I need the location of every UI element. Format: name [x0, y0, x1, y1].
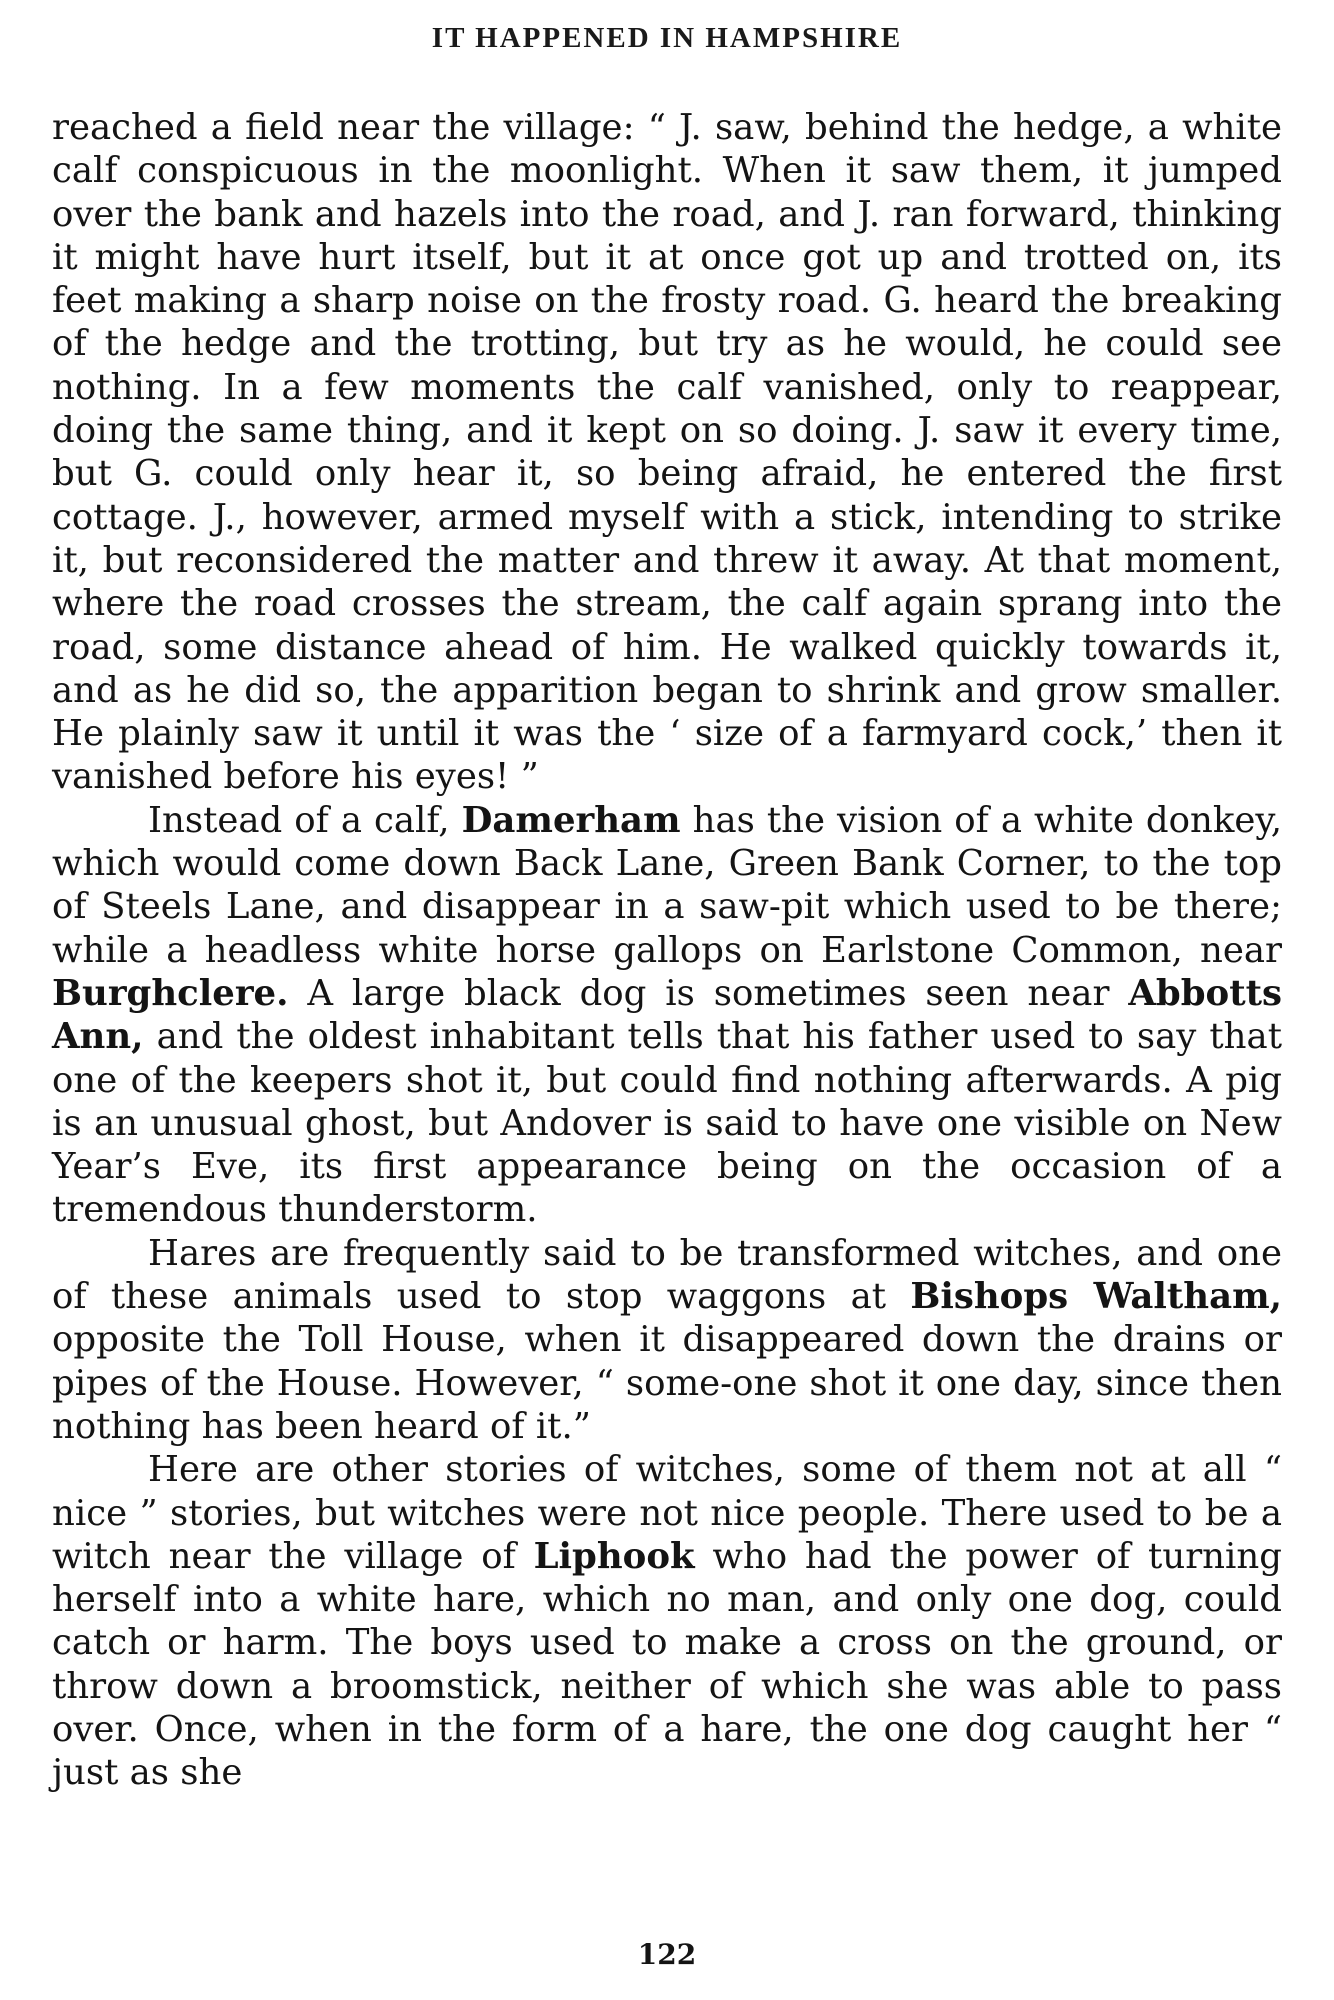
paragraph-4 — [52, 1448, 1282, 1794]
text-run: Instead of a calf, — [148, 799, 450, 841]
place-name-bishops-waltham: Bishops Waltham, — [910, 1276, 1282, 1318]
page-number: 122 — [637, 1938, 697, 1971]
place-name-damerham: Damerham — [461, 799, 681, 841]
paragraph-3 — [52, 1232, 1282, 1448]
text-run: who had the power of turning herself into a white hare, which no man, and only one dog, could catch or harm. The boys used to make a cross on the ground, or throw down a broomstick, neither of which she was able to pass over. Once, when in the form of a hare, the one dog caught her “ just as she — [52, 1535, 1282, 1794]
text-run: A large black dog is sometimes seen near — [307, 972, 1110, 1014]
place-name-burghclere: Burghclere. — [52, 972, 289, 1014]
text-run: Hares are frequently said to be transformed witches, and one of these animals used to stop waggons at — [52, 1232, 1282, 1318]
text-run: opposite the Toll House, when it disappeared down the drains or pipes of the House. However, “ some-one shot it one day, since then nothing has been heard of it.” — [52, 1319, 1282, 1447]
body-text — [52, 106, 1282, 1795]
text-run: Here are other stories of witches, some of them not at all “ nice ” stories, but witches were not nice people. There used to be a witch near the village of — [52, 1449, 1282, 1577]
text-run: has the vision of a white donkey, which would come down Back Lane, Green Bank Corner, to the top of Steels Lane, and disappear in a saw-pit which used to be there; while a headless white horse gallops on Earlstone Common, near — [52, 799, 1282, 971]
running-title: IT HAPPENED IN HAMPSHIRE — [431, 22, 903, 54]
paragraph-2 — [52, 799, 1282, 1232]
paragraph-1: reached a field near the village: “ J. saw, behind the hedge, a white calf conspicuous in the moonlight. When it saw them, it jumped over the bank and hazels into the road, and J. ran forward, thinking it might have hurt itself, but it at once got up and trotted on, its feet making a sharp noise on the frosty road. G. heard the breaking of the hedge and the trotting, but try as he would, he could see nothing. In a few moments the calf vanished, only to reappear, doing the same thing, and it kept on so doing. J. saw it every time, but G. could only hear it, so being afraid, he entered the first cottage. J., however, armed myself with a stick, intending to strike it, but reconsidered the matter and threw it away. At that moment, where the road crosses the stream, the calf again sprang into the road, some distance ahead of him. He walked quickly towards it, and as he did so, the apparition began to shrink and grow smaller. He plainly saw it until it was the ‘ size of a farmyard cock,’ then it vanished before his eyes! ” — [52, 107, 1282, 798]
place-name-liphook: Liphook — [533, 1535, 695, 1577]
place-name-abbotts-ann: Abbotts Ann, — [52, 972, 1282, 1058]
text-run: and the oldest inhabitant tells that his father used to say that one of the keepers shot it, but could find nothing afterwards. A pig is an unusual ghost, but Andover is said to have one visible on New Year’s Eve, its first appearance being on the occasion of a tremendous thunderstorm. — [52, 1016, 1282, 1231]
